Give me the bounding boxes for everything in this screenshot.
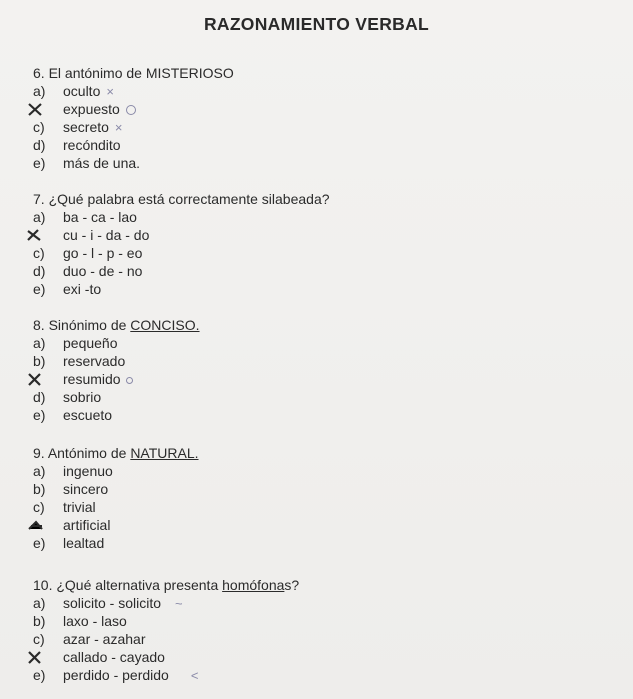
cross-mark-icon: × xyxy=(114,120,123,135)
option-d[interactable]: callado - cayado xyxy=(33,648,299,666)
chevron-mark-icon: < xyxy=(190,668,199,683)
key-word: homófona xyxy=(222,577,285,593)
question-number: 9. xyxy=(33,445,45,461)
selected-answer-mark-icon xyxy=(27,371,49,387)
selected-answer-mark-icon xyxy=(27,649,49,665)
option-b[interactable]: expuesto xyxy=(33,100,234,118)
key-word: CONCISO. xyxy=(130,317,200,333)
selected-answer-mark-icon xyxy=(27,517,49,533)
option-b[interactable]: b) sincero xyxy=(33,481,109,497)
question-label: El antónimo de MISTERIOSO xyxy=(48,65,234,81)
option-a[interactable]: a) ba - ca - lao xyxy=(33,209,137,225)
question-text: 9. Antónimo de NATURAL. xyxy=(33,445,199,461)
question-number: 8. xyxy=(33,317,45,333)
question-label: ¿Qué palabra está correctamente silabeada? xyxy=(48,191,330,207)
selected-answer-mark-icon xyxy=(27,101,49,117)
question-text xyxy=(33,190,330,208)
option-e[interactable]: e) escueto xyxy=(33,407,113,423)
option-c[interactable]: c) secreto × xyxy=(33,119,123,135)
question-9 xyxy=(33,444,199,552)
option-e[interactable]: e) más de una. xyxy=(33,155,141,171)
option-d[interactable]: d) sobrio xyxy=(33,389,102,405)
option-e[interactable]: e) lealtad xyxy=(33,535,105,551)
question-number: 7. xyxy=(33,191,45,207)
option-c[interactable]: c) trivial xyxy=(33,499,96,515)
option-b[interactable]: b) laxo - laso xyxy=(33,613,127,629)
option-c[interactable]: c) go - l - p - eo xyxy=(33,245,143,261)
question-text xyxy=(33,64,234,82)
circle-mark-icon xyxy=(126,377,133,384)
question-text: 8. Sinónimo de CONCISO. xyxy=(33,317,200,333)
page-title: RAZONAMIENTO VERBAL xyxy=(203,14,430,34)
tick-mark-icon: ~ xyxy=(175,596,183,611)
option-d[interactable]: d) recóndito xyxy=(33,137,121,153)
option-a[interactable]: a) pequeño xyxy=(33,335,118,351)
circle-mark-icon xyxy=(126,105,136,115)
option-b[interactable]: b) reservado xyxy=(33,353,126,369)
option-a[interactable]: a) ingenuo xyxy=(33,463,113,479)
question-6 xyxy=(33,64,234,172)
question-8 xyxy=(33,316,200,424)
option-a[interactable]: a) oculto × xyxy=(33,83,114,99)
question-7 xyxy=(33,190,330,298)
option-e[interactable]: e) exi -to xyxy=(33,281,102,297)
option-d[interactable]: d) duo - de - no xyxy=(33,263,143,279)
question-text: 10. ¿Qué alternativa presenta homófonas? xyxy=(33,577,300,593)
option-d[interactable]: artificial xyxy=(33,516,199,534)
question-number: 10. xyxy=(33,577,53,593)
option-e[interactable]: e) perdido - perdido < xyxy=(33,667,199,683)
cross-mark-icon: × xyxy=(106,84,114,99)
question-10 xyxy=(33,576,299,684)
option-c[interactable]: c) azar - azahar xyxy=(33,631,146,647)
option-a[interactable]: a) solicito - solicito ~ xyxy=(33,595,183,611)
question-number: 6. xyxy=(33,65,45,81)
option-b[interactable]: cu - i - da - do xyxy=(33,226,330,244)
key-word: NATURAL. xyxy=(130,445,199,461)
selected-answer-mark-icon xyxy=(27,227,49,243)
option-c[interactable]: resumido xyxy=(33,370,200,388)
